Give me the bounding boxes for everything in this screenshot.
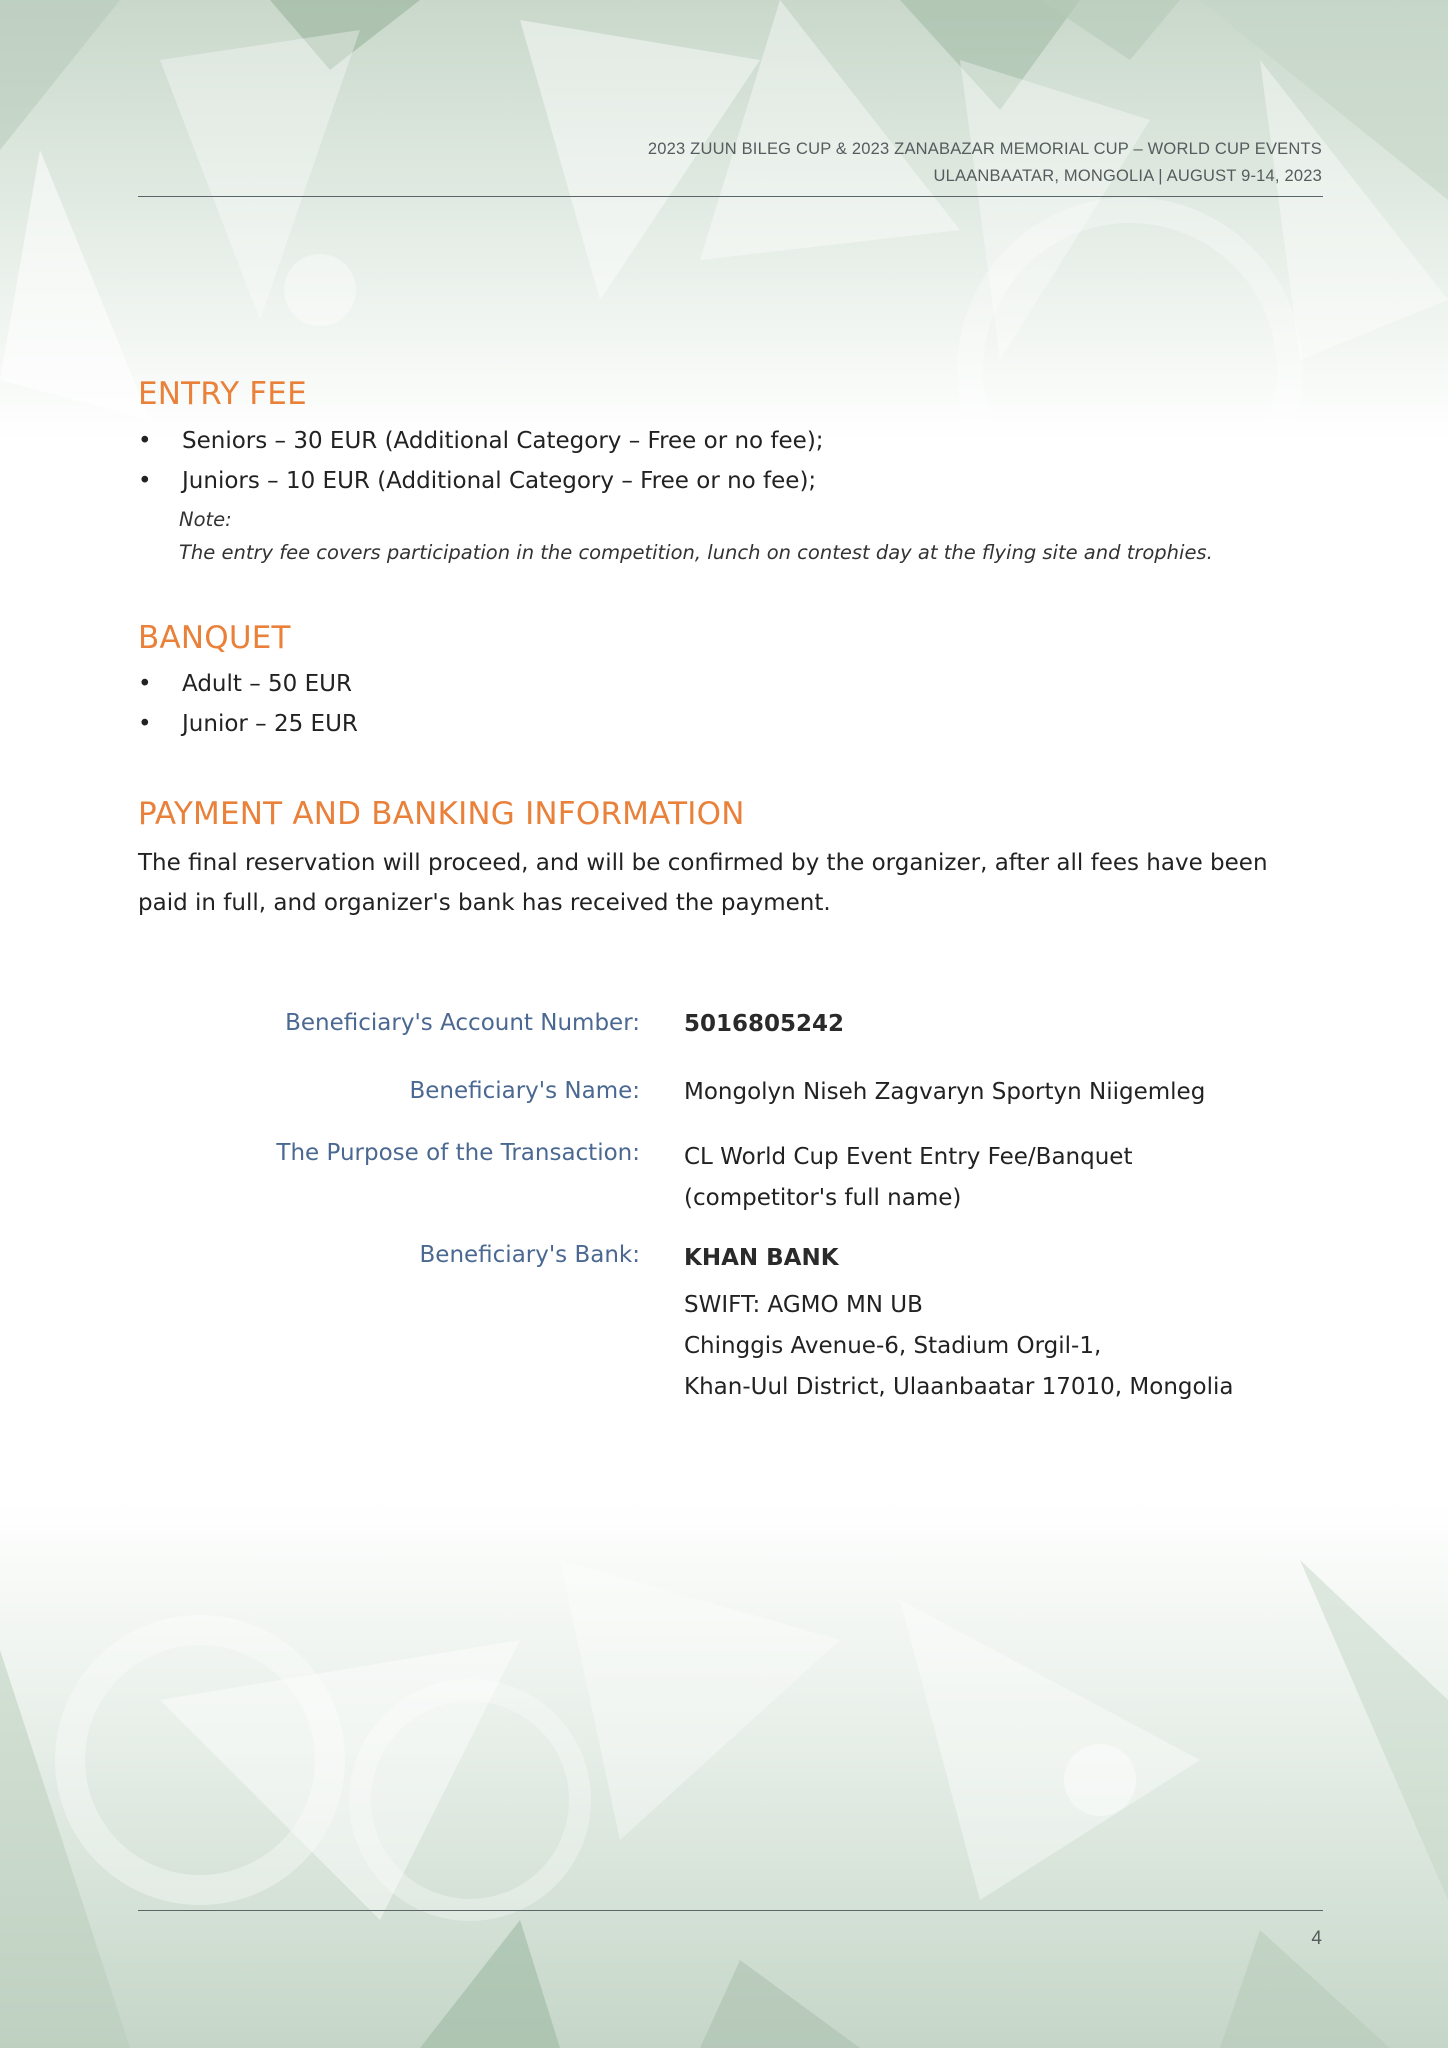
- bank-address-line-2: Khan-Uul District, Ulaanbaatar 17010, Mongolia: [684, 1374, 1234, 1400]
- banquet-heading: BANQUET: [138, 620, 291, 656]
- entry-fee-heading: ENTRY FEE: [138, 376, 307, 412]
- payment-line-2: paid in full, and organizer's bank has received the payment.: [138, 890, 831, 916]
- purpose-line-1: CL World Cup Event Entry Fee/Banquet: [684, 1144, 1133, 1170]
- banquet-junior: Junior – 25 EUR: [182, 711, 358, 737]
- entry-fee-seniors: Seniors – 30 EUR (Additional Category – Free or no fee);: [182, 428, 824, 454]
- purpose-line-2: (competitor's full name): [684, 1185, 962, 1211]
- list-item: [138, 711, 358, 737]
- payment-heading: PAYMENT AND BANKING INFORMATION: [138, 796, 745, 832]
- page-number: 4: [1311, 1928, 1322, 1949]
- header-location-date: ULAANBAATAR, MONGOLIA | AUGUST 9-14, 2023: [933, 167, 1322, 185]
- bank-address-line-1: Chinggis Avenue-6, Stadium Orgil-1,: [684, 1333, 1102, 1359]
- bullet-icon: •: [138, 428, 152, 454]
- purpose-value: [684, 1137, 1132, 1219]
- bullet-icon: •: [138, 671, 152, 697]
- payment-paragraph: [138, 843, 1338, 923]
- banquet-adult: Adult – 50 EUR: [182, 671, 352, 697]
- footer-divider: [138, 1910, 1323, 1911]
- purpose-label: The Purpose of the Transaction:: [276, 1140, 640, 1166]
- account-number-label: Beneficiary's Account Number:: [285, 1010, 640, 1036]
- bank-name: KHAN BANK: [684, 1245, 839, 1271]
- beneficiary-name-label: Beneficiary's Name:: [409, 1078, 640, 1104]
- note-text: The entry fee covers participation in the competition, lunch on contest day at the flying site and trophies.: [179, 541, 1213, 564]
- header-divider: [138, 196, 1323, 197]
- bank-swift: SWIFT: AGMO MN UB: [684, 1292, 923, 1318]
- account-number-value: 5016805242: [684, 1011, 845, 1037]
- bank-details: [684, 1238, 1233, 1408]
- payment-line-1: The final reservation will proceed, and will be confirmed by the organizer, after all fees have been: [138, 850, 1268, 876]
- entry-fee-juniors: Juniors – 10 EUR (Additional Category – Free or no fee);: [182, 468, 817, 494]
- list-item: [138, 468, 816, 494]
- bullet-icon: •: [138, 711, 152, 737]
- header-title: 2023 ZUUN BILEG CUP & 2023 ZANABAZAR MEMORIAL CUP – WORLD CUP EVENTS: [647, 140, 1322, 158]
- list-item: [138, 671, 352, 697]
- bank-label: Beneficiary's Bank:: [419, 1242, 640, 1268]
- bullet-icon: •: [138, 468, 152, 494]
- beneficiary-name-value: Mongolyn Niseh Zagvaryn Sportyn Niigemleg: [684, 1079, 1206, 1105]
- note-label: Note:: [179, 508, 232, 531]
- list-item: [138, 428, 824, 454]
